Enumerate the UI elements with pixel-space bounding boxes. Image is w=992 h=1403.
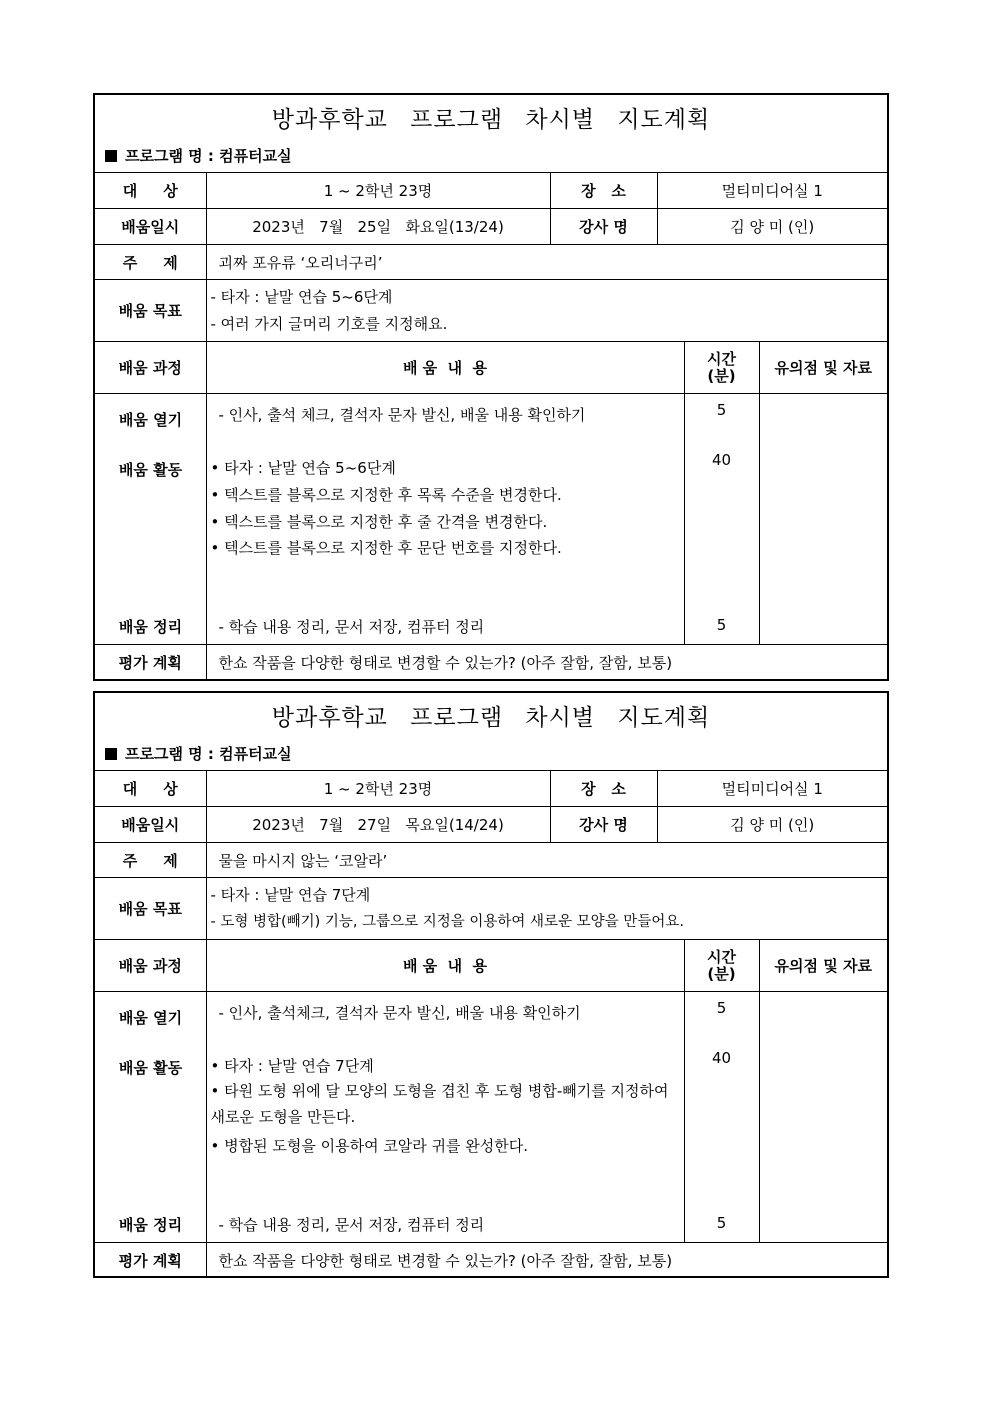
plan-title: 방과후학교 프로그램 차시별 지도계획: [271, 106, 711, 133]
topic-row: [95, 245, 887, 280]
content-label: 배 움 내 용: [206, 342, 684, 394]
teacher-value: 김 양 미 (인): [657, 209, 887, 245]
closing-label: 배움 정리: [118, 1216, 183, 1234]
goal-label: 배움 목표: [95, 878, 206, 940]
square-bullet-icon: [105, 150, 117, 162]
teacher-label: 강사 명: [550, 209, 657, 245]
eval-row: [95, 1243, 887, 1278]
place-label: 장 소: [550, 173, 657, 209]
program-name: [95, 139, 887, 172]
topic-label: 주 제: [95, 245, 206, 280]
stage-contents: [206, 394, 684, 645]
target-label: 대 상: [95, 173, 206, 209]
time-label-top: 시간: [707, 349, 736, 368]
closing-text: - 학습 내용 정리, 문서 저장, 컴퓨터 정리: [218, 618, 485, 636]
goal-row: [95, 878, 887, 940]
activity-time: 40: [711, 451, 732, 469]
eval-label: 평가 계획: [95, 1243, 206, 1278]
activity-item: • 텍스트를 블록으로 지정한 후 줄 간격을 변경한다.: [210, 513, 548, 531]
topic-value: 물을 마시지 않는 ‘코알라’: [206, 843, 887, 878]
opening-label: 배움 열기: [118, 411, 183, 429]
date-label: 배움일시: [95, 209, 206, 245]
teacher-value: 김 양 미 (인): [657, 807, 887, 843]
eval-text: 한쇼 작품을 다양한 형태로 변경할 수 있는가? (아주 잘함, 잘함, 보통): [206, 1243, 887, 1278]
date-label: 배움일시: [95, 807, 206, 843]
date-value: 2023년 7월 27일 목요일(14/24): [206, 807, 550, 843]
process-label: 배움 과정: [95, 342, 206, 394]
activity-label: 배움 활동: [118, 461, 183, 479]
closing-label: 배움 정리: [118, 618, 183, 636]
header-row: [95, 940, 887, 992]
goal-row: [95, 280, 887, 342]
stage-labels: [95, 992, 206, 1243]
process-label: 배움 과정: [95, 940, 206, 992]
date-row: [95, 209, 887, 245]
topic-row: [95, 843, 887, 878]
stage-labels: [95, 394, 206, 645]
eval-label: 평가 계획: [95, 645, 206, 680]
opening-label: 배움 열기: [118, 1009, 183, 1027]
plan-table: [95, 770, 887, 1278]
notes-label: 유의점 및 자료: [759, 342, 887, 394]
plan-table: [95, 172, 887, 680]
target-value: 1 ~ 2학년 23명: [206, 771, 550, 807]
activity-item: • 타자 : 낱말 연습 5~6단계: [210, 459, 396, 477]
topic-value: 괴짜 포유류 ‘오리너구리’: [206, 245, 887, 280]
opening-time: 5: [716, 999, 727, 1017]
topic-label: 주 제: [95, 843, 206, 878]
stage-notes: [759, 394, 887, 645]
closing-time: 5: [716, 1214, 727, 1232]
content-label: 배 움 내 용: [206, 940, 684, 992]
date-value: 2023년 7월 25일 화요일(13/24): [206, 209, 550, 245]
goal-label: 배움 목표: [95, 280, 206, 342]
eval-row: [95, 645, 887, 680]
time-label: [684, 342, 759, 394]
program-name-text: 프로그램 명 : 컴퓨터교실: [125, 147, 292, 165]
goal-list: [206, 280, 887, 342]
closing-time: 5: [716, 616, 727, 634]
activity-time: 40: [711, 1049, 732, 1067]
target-label: 대 상: [95, 771, 206, 807]
time-label-bottom: (분): [707, 366, 736, 385]
activity-item: • 텍스트를 블록으로 지정한 후 목록 수준을 변경한다.: [210, 486, 562, 504]
time-label-top: 시간: [707, 947, 736, 966]
stages-row: [95, 992, 887, 1243]
activity-item: • 타원 도형 위에 달 모양의 도형을 겹친 후 도형 병합-빼기를 지정하여 새로운 도형을 만든다.: [210, 1082, 669, 1126]
plan-title: 방과후학교 프로그램 차시별 지도계획: [271, 704, 711, 731]
closing-text: - 학습 내용 정리, 문서 저장, 컴퓨터 정리: [218, 1216, 485, 1234]
square-bullet-icon: [105, 748, 117, 760]
stage-contents: [206, 992, 684, 1243]
stages-row: [95, 394, 887, 645]
program-name-text: 프로그램 명 : 컴퓨터교실: [125, 745, 292, 763]
lesson-plan-1: [93, 93, 889, 681]
activity-label: 배움 활동: [118, 1059, 183, 1077]
goal-item: - 타자 : 낱말 연습 5~6단계: [210, 287, 393, 306]
target-row: [95, 173, 887, 209]
opening-time: 5: [716, 401, 727, 419]
goal-item: - 도형 병합(빼기) 기능, 그룹으로 지정을 이용하여 새로운 모양을 만들어요.: [210, 913, 684, 930]
goal-item: - 여러 가지 글머리 기호를 지정해요.: [210, 314, 448, 333]
header-row: [95, 342, 887, 394]
stage-notes: [759, 992, 887, 1243]
place-value: 멀티미디어실 1: [657, 771, 887, 807]
opening-text: - 인사, 출석 체크, 결석자 문자 발신, 배울 내용 확인하기: [218, 406, 586, 424]
activity-item: • 타자 : 낱말 연습 7단계: [210, 1057, 374, 1075]
target-value: 1 ~ 2학년 23명: [206, 173, 550, 209]
stage-times: [684, 992, 759, 1243]
target-row: [95, 771, 887, 807]
eval-text: 한쇼 작품을 다양한 형태로 변경할 수 있는가? (아주 잘함, 잘함, 보통): [206, 645, 887, 680]
date-row: [95, 807, 887, 843]
place-value: 멀티미디어실 1: [657, 173, 887, 209]
time-label-bottom: (분): [707, 964, 736, 983]
goal-item: - 타자 : 낱말 연습 7단계: [210, 885, 371, 904]
teacher-label: 강사 명: [550, 807, 657, 843]
place-label: 장 소: [550, 771, 657, 807]
lesson-plan-2: [93, 691, 889, 1278]
time-label: [684, 940, 759, 992]
stage-times: [684, 394, 759, 645]
notes-label: 유의점 및 자료: [759, 940, 887, 992]
activity-item: • 병합된 도형을 이용하여 코알라 귀를 완성한다.: [210, 1137, 529, 1155]
goal-list: [206, 878, 887, 940]
program-name: [95, 737, 887, 770]
activity-item: • 텍스트를 블록으로 지정한 후 문단 번호를 지정한다.: [210, 539, 562, 557]
opening-text: - 인사, 출석체크, 결석자 문자 발신, 배울 내용 확인하기: [218, 1004, 581, 1022]
